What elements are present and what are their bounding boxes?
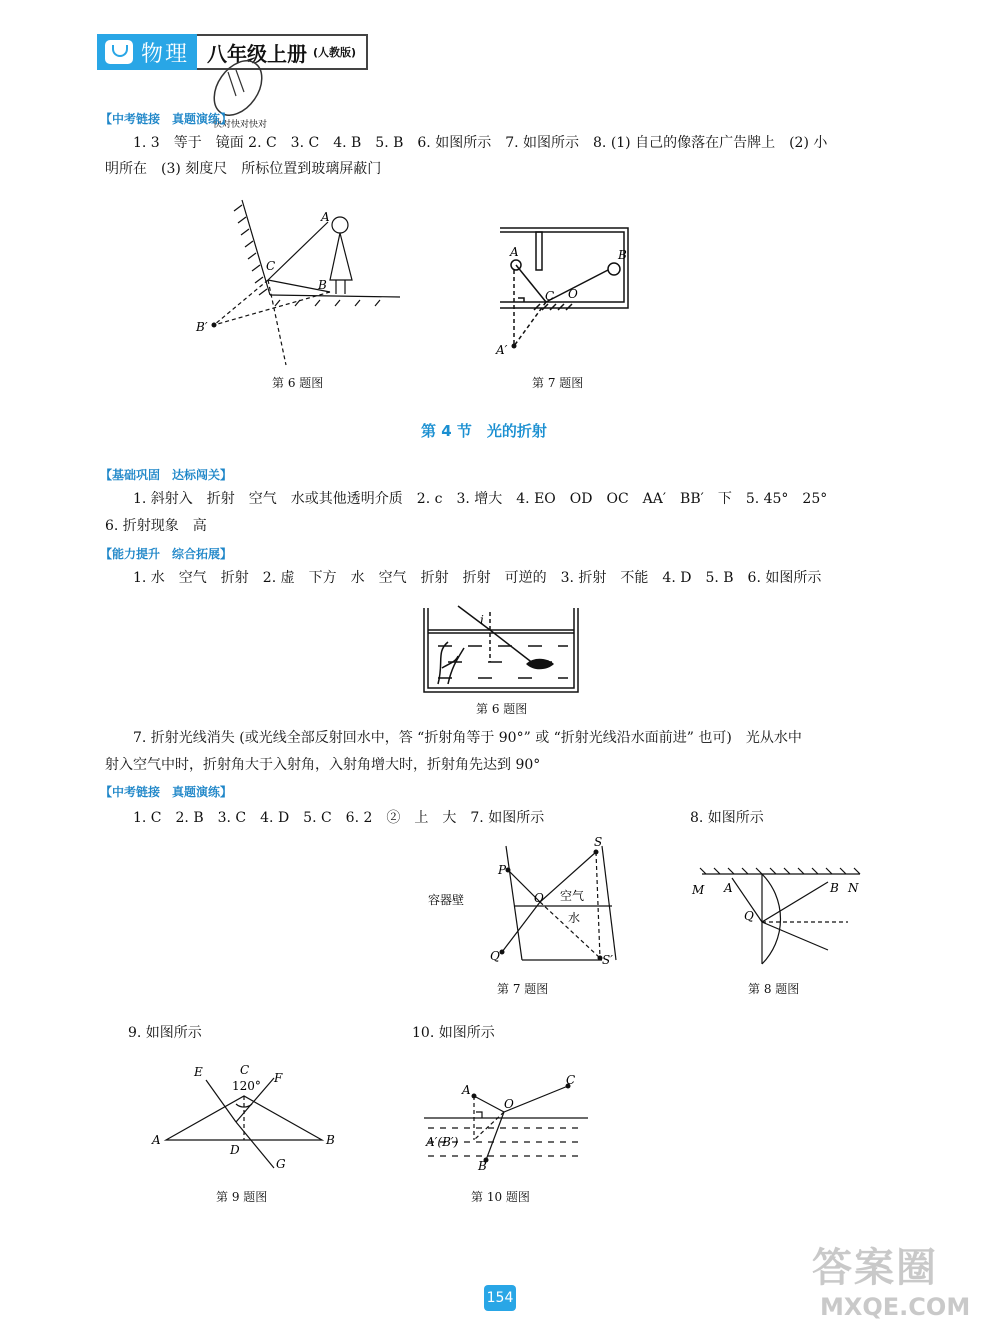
advanced-line-7a: 7. 折射光线消失 (或光线全部反射回水中，答 “折射角等于 90°” 或 “折射光线沿水面前进” 也可) 光从水中 [133,730,802,746]
f10-label-Ap: A′(B′) [426,1135,459,1149]
page-number: 154 [484,1285,516,1311]
f8-label-Q: Q [744,909,754,923]
f9-label-A: A [152,1133,161,1147]
figure-q6b-tank [418,602,588,697]
tag-exam-link-2: 【中考链接 真题演练】 [100,785,233,799]
figure-q7-box [490,222,640,362]
figure-q7b-container [420,835,630,970]
figure-q8-semicircle [688,860,868,970]
f8-label-A: A [724,881,733,895]
f9-label-D: D [230,1143,240,1157]
f7b-label-P: P [498,863,507,877]
figure-q6-mirror [190,200,410,370]
tag-advanced: 【能力提升 综合拓展】 [100,547,233,561]
f7b-label-wall: 容器壁 [428,893,465,907]
exam-line-1: 1. C 2. B 3. C 4. D 5. C 6. 2 ② 上 大 7. 如图所示 [133,810,545,826]
f7a-label-Ap: A′ [496,343,508,357]
answer-line-2: 明所在 (3) 刻度尺 所标位置到玻璃屏蔽门 [105,161,382,177]
f8-label-M: M [692,883,705,897]
exam-line-9: 9. 如图所示 [128,1025,202,1041]
f10-label-B: B [478,1159,487,1173]
caption-q7b: 第 7 题图 [497,982,549,996]
f7a-label-A: A [510,245,519,259]
caption-q6b: 第 6 题图 [476,702,528,716]
f9-label-G: G [276,1157,286,1171]
caption-q7a: 第 7 题图 [532,376,584,390]
tag-exam-link-1: 【中考链接 真题演练】 [100,112,233,126]
f7a-label-C: C [545,289,555,303]
f7b-label-O: O [534,891,544,905]
f9-label-E: E [194,1065,203,1079]
watermark-url: MXQE.COM [820,1293,971,1321]
f9-label-angle: 120° [232,1079,261,1093]
f7b-label-Sp: S′ [602,953,613,967]
f10-label-O: O [504,1097,514,1111]
exam-line-8: 8. 如图所示 [690,810,764,826]
advanced-line-7b: 射入空气中时，折射角大于入射角，入射角增大时，折射角先达到 90° [105,757,541,773]
advanced-line-1: 1. 水 空气 折射 2. 虚 下方 水 空气 折射 折射 可逆的 3. 折射 不能 4. D 5. B 6. 如图所示 [133,570,822,586]
f10-label-C: C [566,1073,576,1087]
f7b-label-water: 水 [568,911,581,925]
subject-badge [97,34,197,70]
answer-line-1: 1. 3 等于 镜面 2. C 3. C 4. B 5. B 6. 如图所示 7. 如图所示 8. (1) 自己的像落在广告牌上 (2) 小 [133,135,828,151]
edition-text: (人教版) [313,46,357,59]
stamp-line-1: 快对快对快对 [213,120,268,130]
figure-q10-water [418,1074,608,1174]
f6a-label-B: B [318,278,327,292]
subject-label: 物理 [141,41,190,67]
f8-label-N: N [848,881,859,895]
f7a-label-B: B [618,248,627,262]
basic-line-1: 1. 斜射入 折射 空气 水或其他透明介质 2. c 3. 增大 4. EO OD OC AA′ BB′ 下 5. 45° 25° [133,491,828,507]
f6b-label-i: i [480,613,484,627]
f6a-label-A: A [321,210,330,224]
tag-basic: 【基础巩固 达标闯关】 [100,468,233,482]
f7a-label-O: O [568,287,578,301]
caption-q6a: 第 6 题图 [272,376,324,390]
watermark [812,1236,970,1321]
f9-label-C: C [240,1063,250,1077]
f7b-label-S: S [594,835,603,849]
f9-label-F: F [274,1071,283,1085]
caption-q10: 第 10 题图 [471,1190,530,1204]
f6a-label-Bp: B′ [196,320,208,334]
f8-label-B: B [830,881,839,895]
book-logo-icon [105,40,133,64]
watermark-logo-text: 答案圈 [812,1245,938,1291]
f6a-label-C: C [266,259,276,273]
basic-line-2: 6. 折射现象 高 [105,518,207,534]
f9-label-B: B [326,1133,335,1147]
figure-q9-prism [148,1060,348,1170]
exam-line-10: 10. 如图所示 [412,1025,495,1041]
f7b-label-air: 空气 [560,889,585,903]
f10-label-A: A [462,1083,471,1097]
caption-q8: 第 8 题图 [748,982,800,996]
f7b-label-Q: Q [490,949,500,963]
caption-q9: 第 9 题图 [216,1190,268,1204]
grade-text: 八年级上册 [207,41,308,66]
section-title: 第 4 节 光的折射 [421,422,547,440]
